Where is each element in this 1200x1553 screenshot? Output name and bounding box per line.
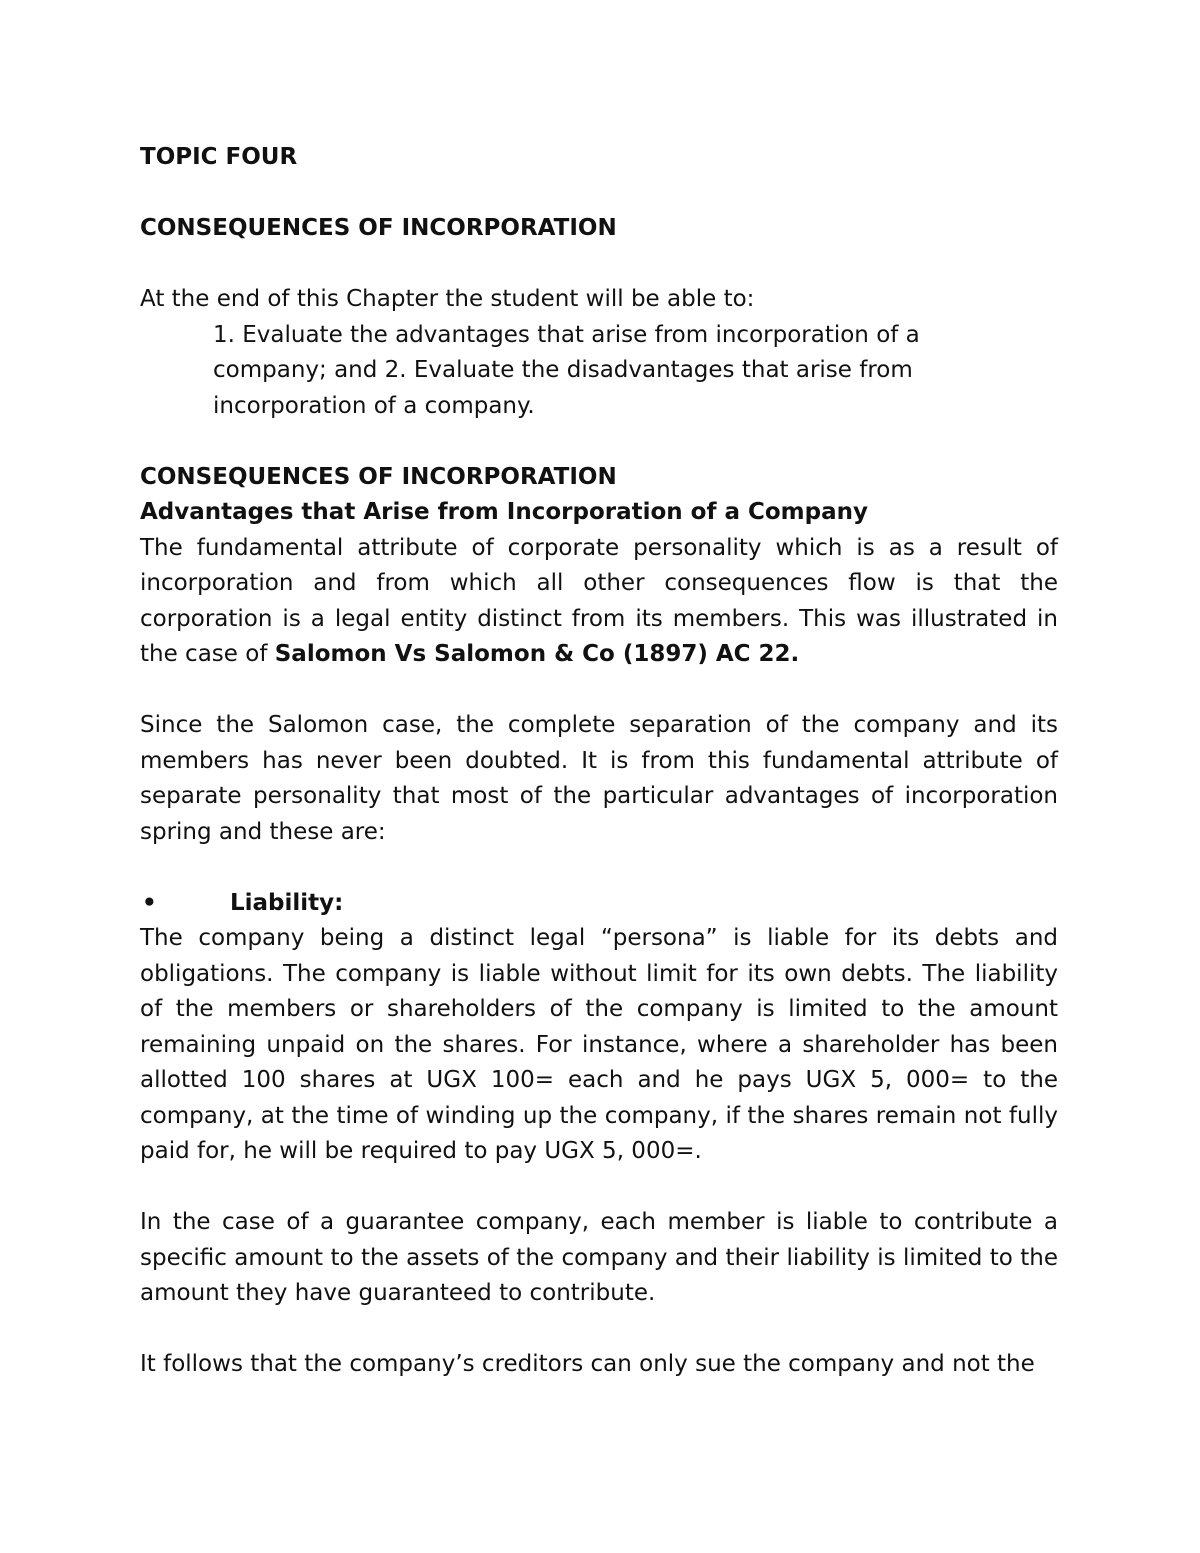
- paragraph-corporate-personality: [140, 531, 1058, 673]
- bullet-liability: [140, 886, 1058, 922]
- intro-text: At the end of this Chapter the student will be able to:: [140, 286, 755, 312]
- chapter-title: CONSEQUENCES OF INCORPORATION: [140, 215, 617, 241]
- section-title: CONSEQUENCES OF INCORPORATION: [140, 463, 617, 490]
- topic-heading: TOPIC FOUR: [140, 144, 298, 170]
- document-page: [140, 140, 1058, 1383]
- bullet-icon: •: [142, 889, 157, 916]
- paragraph-text: The fundamental attribute of corporate personality which is as a result of incorporation and from which all other consequences flow is that the corporation is a legal entity distinct from its members. This was illustrated in the case of: [140, 534, 1058, 667]
- case-citation: Salomon Vs Salomon & Co (1897) AC 22.: [274, 641, 800, 667]
- bullet-label: Liability:: [230, 889, 344, 916]
- paragraph-guarantee: In the case of a guarantee company, each member is liable to contribute a specific amount to the assets of the company and their liability is limited to the amount they have guaranteed to contribute.: [140, 1209, 1058, 1306]
- subsection-title: Advantages that Arise from Incorporation of a Company: [140, 499, 869, 525]
- paragraph-creditors: It follows that the company’s creditors can only sue the company and not the: [140, 1351, 1035, 1377]
- paragraph-salomon: Since the Salomon case, the complete separation of the company and its members has never been doubted. It is from this fundamental attribute of separate personality that most of the particular advantages of incorporation spring and these are:: [140, 712, 1058, 845]
- paragraph-liability: The company being a distinct legal “persona” is liable for its debts and obligations. The company is liable without limit for its own debts. The liability of the members or shareholders of the company is limited to the amount remaining unpaid on the shares. For instance, where a shareholder has been allotted 100 shares at UGX 100= each and he pays UGX 5, 000= to the company, at the time of winding up the company, if the shares remain not fully paid for, he will be required to pay UGX 5, 000=.: [140, 925, 1058, 1164]
- objectives-list: 1. Evaluate the advantages that arise from incorporation of a company; and 2. Evaluate the disadvantages that arise from incorporation of a company.: [213, 321, 920, 419]
